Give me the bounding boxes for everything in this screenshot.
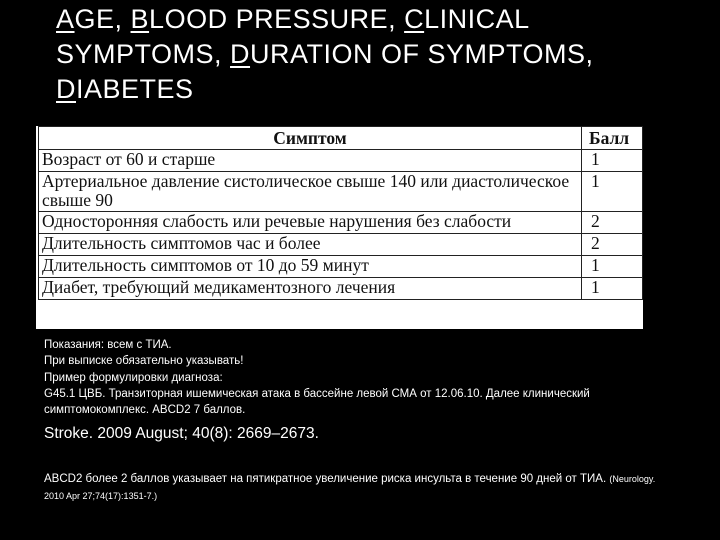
note-example-label: Пример формулировки диагноза: [44, 371, 223, 384]
header-score: Балл [582, 127, 643, 150]
title-line-1: AGE, BLOOD PRESSURE, CLINICAL [56, 4, 530, 34]
score-cell: 1 [582, 256, 643, 278]
table-row [39, 172, 643, 212]
table-row [39, 212, 643, 234]
abcd2-score-table [36, 126, 643, 329]
footer-text: ABCD2 более 2 баллов указывает на пятикратное увеличение риска инсульта в течение 90 дней от ТИА. [44, 473, 610, 485]
table-header-row [39, 127, 643, 150]
note-discharge: При выписке обязательно указывать! [44, 355, 244, 368]
symptom-cell: Артериальное давление систолическое свыше 140 или диастолическое свыше 90 [39, 172, 582, 212]
notes-block [44, 337, 684, 418]
title-line-3: DIABETES [56, 74, 194, 104]
slide-title [56, 2, 696, 107]
symptom-table [38, 126, 643, 300]
footer-reference: (Neurology. 2010 Apr 27;74(17):1351-7.) [44, 474, 656, 501]
note-diagnosis-example: G45.1 ЦВБ. Транзиторная ишемическая атака в бассейне левой СМА от 12.06.10. Далее клинический симптомокомплекс. ABCD2 7 баллов. [44, 387, 590, 417]
symptom-cell: Возраст от 60 и старше [39, 150, 582, 172]
note-indications: Показания: всем с ТИА. [44, 339, 172, 351]
table-margin [36, 315, 643, 329]
header-symptom: Симптом [39, 127, 582, 150]
table-row [39, 256, 643, 278]
score-cell: 2 [582, 212, 643, 234]
score-cell: 1 [582, 278, 643, 300]
symptom-cell: Диабет, требующий медикаментозного лечения [39, 278, 582, 300]
symptom-cell: Односторонняя слабость или речевые нарушения без слабости [39, 212, 582, 234]
score-cell: 1 [582, 150, 643, 172]
score-cell: 1 [582, 172, 643, 212]
footer-note [44, 471, 656, 505]
score-cell: 2 [582, 234, 643, 256]
table-row [39, 278, 643, 300]
citation: Stroke. 2009 August; 40(8): 2669–2673. [44, 425, 319, 442]
symptom-cell: Длительность симптомов час и более [39, 234, 582, 256]
title-line-2: SYMPTOMS, DURATION OF SYMPTOMS, [56, 39, 594, 69]
symptom-cell: Длительность симптомов от 10 до 59 минут [39, 256, 582, 278]
table-row [39, 150, 643, 172]
table-row [39, 234, 643, 256]
